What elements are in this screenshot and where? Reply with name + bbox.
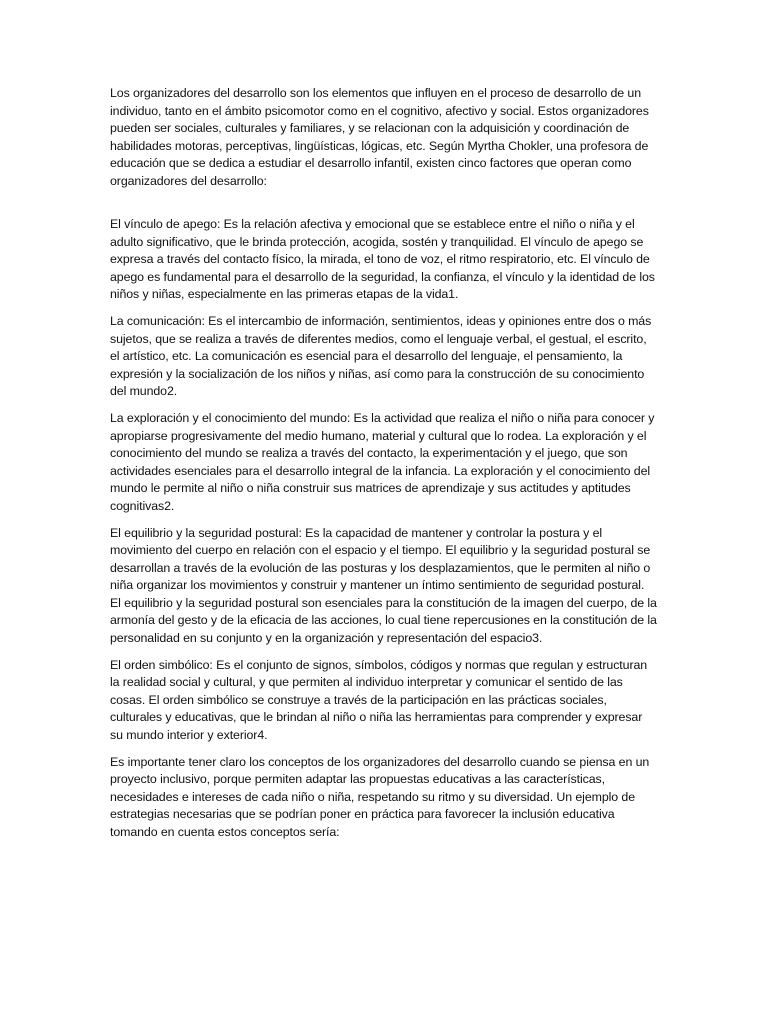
paragraph-conclusion: Es importante tener claro los conceptos de los organizadores del desarrollo cuando se piensa en un proyecto inclusivo, porque permiten adaptar las propuestas educativas a las características, necesidades e intereses de cada niño o niña, respetando su ritmo y su diversidad. Un ejemplo de estrategias necesarias que se podrían poner en práctica para favorecer la inclusión educativa tomando en cuenta estos conceptos sería:: [110, 754, 650, 839]
paragraph-comunicacion: La comunicación: Es el intercambio de información, sentimientos, ideas y opiniones entre dos o más sujetos, que se realiza a través de diferentes medios, como el lenguaje verbal, el gestual, el escrito, el artístico, etc. La comunicación es esencial para el desarrollo del lenguaje, el pensamiento, la expresión y la socialización de los niños y niñas, así como para la construcción de su conocimiento del mundo2.: [110, 314, 652, 398]
paragraph-exploracion: La exploración y el conocimiento del mundo: Es la actividad que realiza el niño o niña para conocer y apropiarse progresivamente del medio humano, material y cultural que lo rodea. La exploración y el conocimiento del mundo se realiza a través del contacto, la experimentación y el juego, que son actividades esenciales para el desarrollo integral de la infancia. La exploración y el conocimiento del mundo le permite al niño o niña construir sus matrices de aprendizaje y sus actitudes y aptitudes cognitivas2.: [110, 411, 655, 513]
paragraph-equilibrio: El equilibrio y la seguridad postural: Es la capacidad de mantener y controlar la postura y el movimiento del cuerpo en relación con el espacio y el tiempo. El equilibrio y la seguridad postural se desarrollan a través de la evolución de las posturas y los desplazamientos, que le permiten al niño o niña organizar los movimientos y construir y mantener un íntimo sentimiento de seguridad postural. El equilibrio y la seguridad postural son esenciales para la constitución de la imagen del cuerpo, de la armonía del gesto y de la eficacia de las acciones, lo cual tiene repercusiones en la constitución de la personalidad en su conjunto y en la organización y representación del espacio3.: [110, 525, 657, 645]
paragraph-vinculo-apego: El vínculo de apego: Es la relación afectiva y emocional que se establece entre el niño o niña y el adulto significativo, que le brinda protección, acogida, sostén y tranquilidad. El vínculo de apego se expresa a través del contacto físico, la mirada, el tono de voz, el ritmo respiratorio, etc. El vínculo de apego es fundamental para el desarrollo de la seguridad, la confianza, el vínculo y la identidad de los niños y niñas, especialmente en las primeras etapas de la vida1.: [110, 217, 655, 301]
paragraph-intro: Los organizadores del desarrollo son los elementos que influyen en el proceso de desarrollo de un individuo, tanto en el ámbito psicomotor como en el cognitivo, afectivo y social. Estos organizadores pueden ser sociales, culturales y familiares, y se relacionan con la adquisición y coordinación de habilidades motoras, perceptivas, lingüísticas, lógicas, etc. Según Myrtha Chokler, una profesora de educación que se dedica a estudiar el desarrollo infantil, existen cinco factores que operan como organizadores del desarrollo:: [110, 86, 649, 188]
paragraph-orden-simbolico: El orden simbólico: Es el conjunto de signos, símbolos, códigos y normas que regulan y estructuran la realidad social y cultural, y que permiten al individuo interpretar y comunicar el sentido de las cosas. El orden simbólico se construye a través de la participación en las prácticas sociales, culturales y educativas, que le brindan al niño o niña las herramientas para comprender y expresar su mundo interior y exterior4.: [110, 657, 648, 742]
document-body: [110, 85, 658, 851]
